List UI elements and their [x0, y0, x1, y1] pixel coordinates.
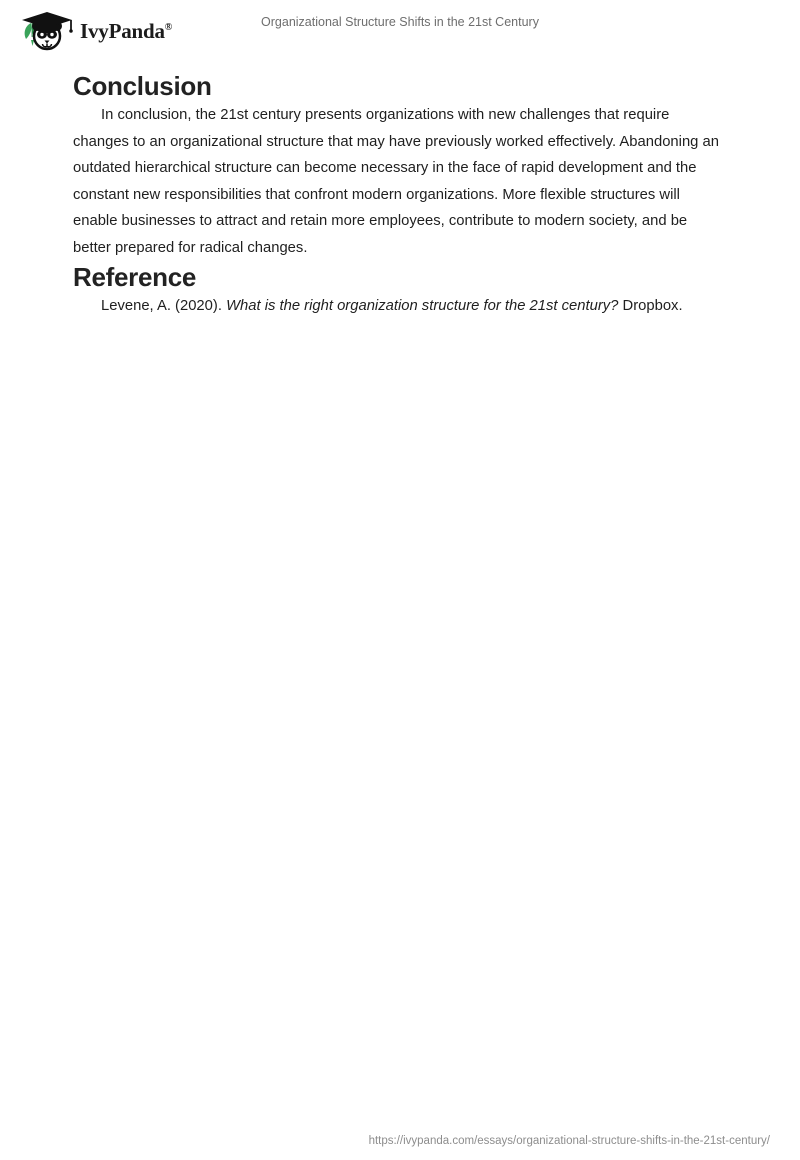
reference-author-year: Levene, A. (2020).	[101, 298, 222, 314]
reference-heading: Reference	[73, 262, 197, 292]
conclusion-paragraph: In conclusion, the 21st century presents organizations with new challenges that require changes to an organizational structure that may have previously worked effectively. Abandoning an outdated hierarchical structure can become necessary in the face of rapid development and the constant new responsibilities that confront modern organizations. More flexible structures will enable businesses to attract and retain more employees, contribute to modern society, and be better prepared for radical changes.	[73, 107, 719, 256]
page-footer	[0, 1120, 800, 1160]
page-header	[0, 0, 800, 62]
reference-entry	[73, 293, 728, 320]
document-running-title: Organizational Structure Shifts in the 21st Century	[261, 15, 539, 29]
conclusion-heading: Conclusion	[73, 71, 212, 101]
reference-publisher: Dropbox.	[622, 298, 683, 314]
registered-mark: ®	[164, 21, 173, 33]
source-url-text: https://ivypanda.com/essays/organizational-structure-shifts-in-the-21st-century/	[368, 1135, 770, 1147]
brand-name-text: IvyPanda	[80, 18, 165, 43]
reference-title: What is the right organization structure for the 21st century?	[226, 298, 619, 314]
document-content	[73, 70, 728, 320]
